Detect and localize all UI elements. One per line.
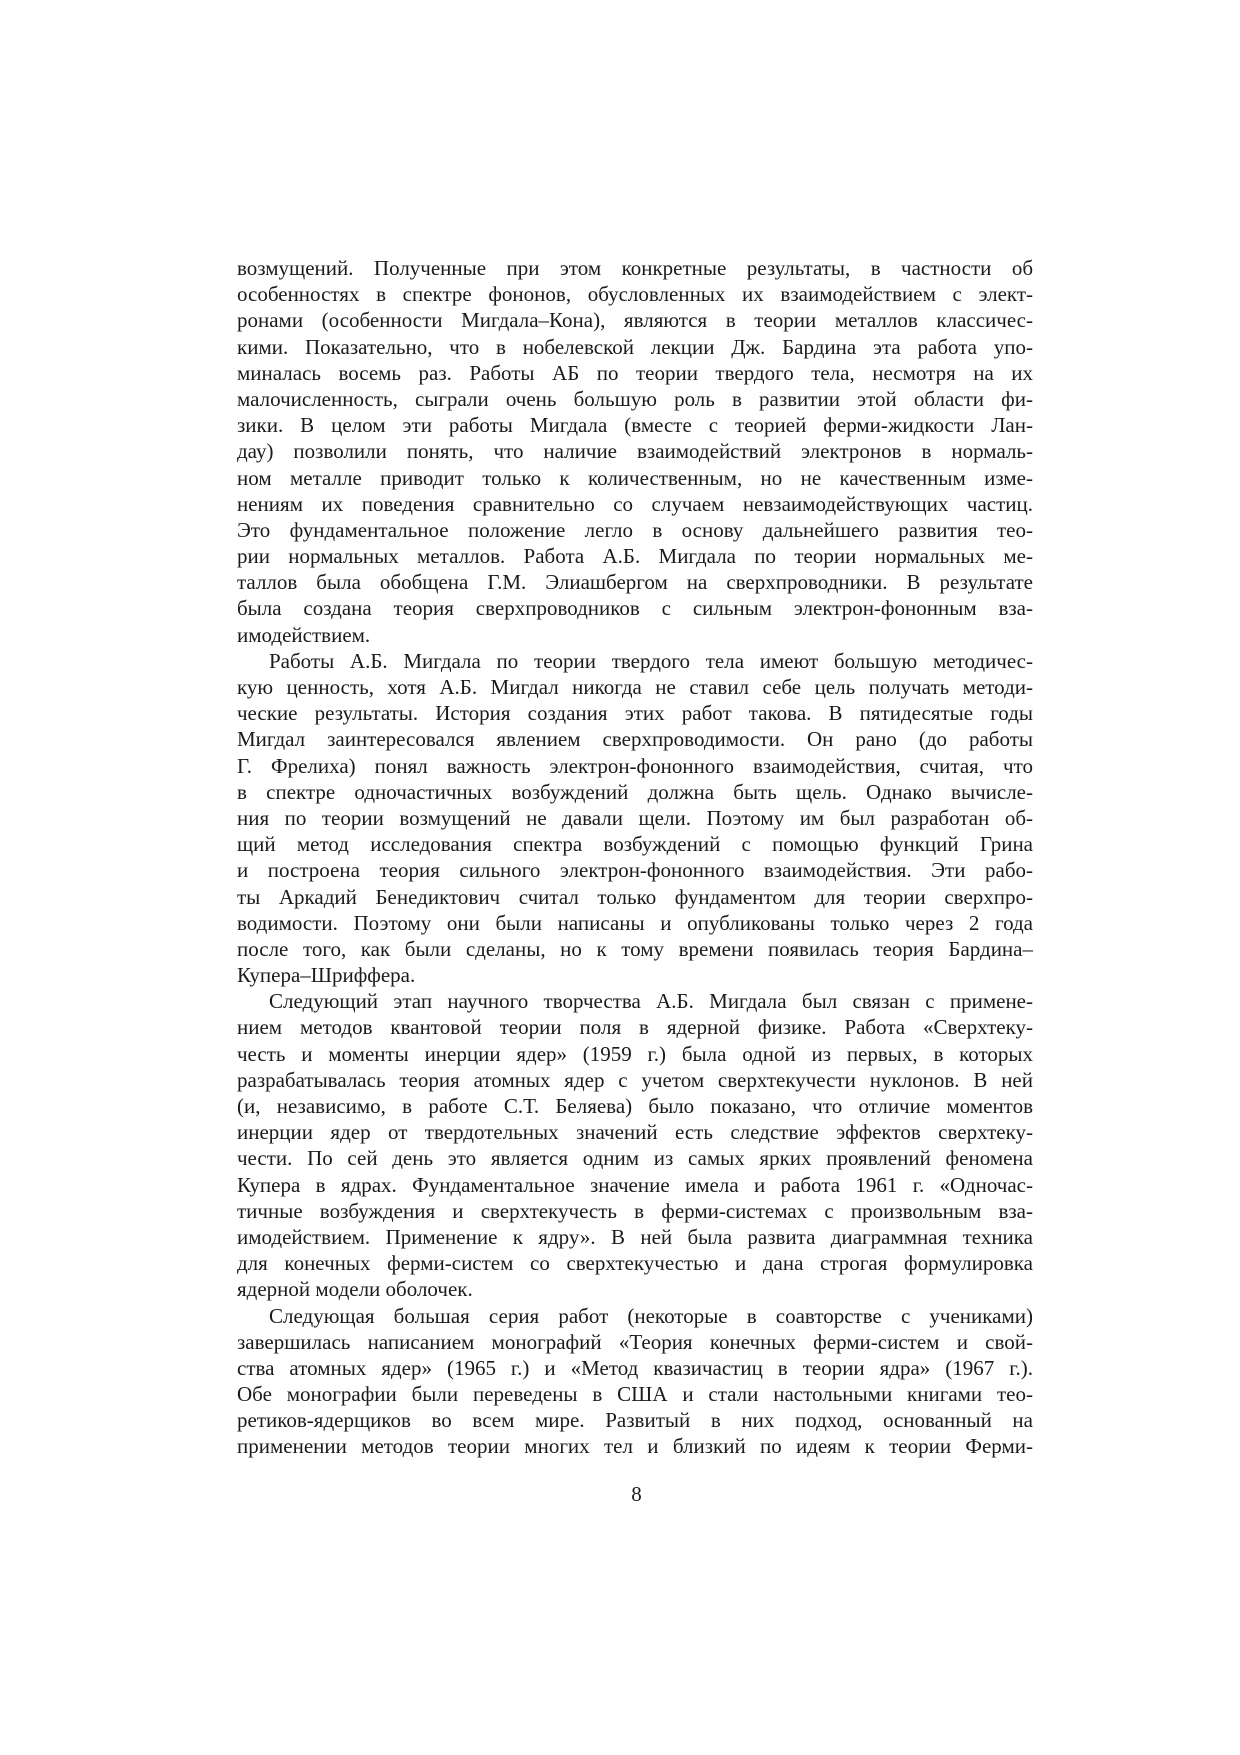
text-line: водимости. Поэтому они были написаны и опубликованы только через 2 года bbox=[237, 910, 1033, 935]
text-line: инерции ядер от твердотельных значений есть следствие эффектов сверхтеку- bbox=[237, 1120, 1033, 1145]
text-line: ном металле приводит только к количественным, но не качественным изме- bbox=[237, 465, 1033, 490]
paragraph bbox=[237, 988, 1033, 1302]
page-number: 8 bbox=[631, 1482, 642, 1506]
text-line: имодействием. Применение к ядру». В ней была развита диаграммная техника bbox=[237, 1224, 1033, 1249]
text-line: ния по теории возмущений не давали щели. Поэтому им был разработан об- bbox=[237, 805, 1033, 830]
text-line: разрабатывалась теория атомных ядер с учетом сверхтекучести нуклонов. В ней bbox=[237, 1067, 1033, 1092]
text-line: кими. Показательно, что в нобелевской лекции Дж. Бардина эта работа упо- bbox=[237, 334, 1033, 359]
text-line: нениям их поведения сравнительно со случаем невзаимодействующих частиц. bbox=[237, 491, 1033, 516]
text-line: после того, как были сделаны, но к тому времени появилась теория Бардина– bbox=[237, 936, 1033, 961]
text-line: ческие результаты. История создания этих работ такова. В пятидесятые годы bbox=[237, 701, 1033, 726]
text-line: малочисленность, сыграли очень большую роль в развитии этой области фи- bbox=[237, 386, 1033, 411]
text-line: миналась восемь раз. Работы АБ по теории твердого тела, несмотря на их bbox=[237, 360, 1033, 385]
paragraph bbox=[237, 648, 1033, 988]
text-line: Купера в ядрах. Фундаментальное значение имела и работа 1961 г. «Одночас- bbox=[237, 1172, 1033, 1197]
text-line: Г. Фрелиха) понял важность электрон-фононного взаимодействия, считая, что bbox=[237, 753, 1033, 778]
text-line: Это фундаментальное положение легло в основу дальнейшего развития тео- bbox=[237, 517, 1033, 542]
text-line: в спектре одночастичных возбуждений должна быть щель. Однако вычисле- bbox=[237, 779, 1033, 804]
text-line: ретиков-ядерщиков во всем мире. Развитый в них подход, основанный на bbox=[237, 1408, 1033, 1433]
body-text bbox=[237, 255, 1033, 1460]
text-line: кую ценность, хотя А.Б. Мигдал никогда не ставил себе цель получать методи- bbox=[237, 675, 1033, 699]
text-line: нием методов квантовой теории поля в ядерной физике. Работа «Сверхтеку- bbox=[237, 1015, 1033, 1040]
text-line: для конечных ферми-систем со сверхтекучестью и дана строгая формулировка bbox=[237, 1251, 1033, 1276]
text-line: ронами (особенности Мигдала–Кона), являются в теории металлов классичес- bbox=[237, 308, 1033, 333]
text-line: (и, независимо, в работе С.Т. Беляева) было показано, что отличие моментов bbox=[237, 1094, 1033, 1118]
text-line: возмущений. Полученные при этом конкретные результаты, в частности об bbox=[237, 256, 1033, 280]
text-line: была создана теория сверхпроводников с сильным электрон-фононным вза- bbox=[237, 596, 1033, 621]
text-line: тичные возбуждения и сверхтекучесть в ферми-системах с произвольным вза- bbox=[237, 1198, 1033, 1223]
text-line: чести. По сей день это является одним из самых ярких проявлений феномена bbox=[237, 1146, 1033, 1171]
text-line: Следующая большая серия работ (некоторые в соавторстве с учениками) bbox=[269, 1303, 1033, 1328]
text-line: щий метод исследования спектра возбуждений с помощью функций Грина bbox=[237, 832, 1033, 857]
paragraph bbox=[237, 1303, 1033, 1460]
text-line: применении методов теории многих тел и близкий по идеям к теории Ферми- bbox=[237, 1434, 1033, 1459]
text-line: ства атомных ядер» (1965 г.) и «Метод квазичастиц в теории ядра» (1967 г.). bbox=[237, 1355, 1033, 1380]
text-line: зики. В целом эти работы Мигдала (вместе с теорией ферми-жидкости Лан- bbox=[237, 413, 1033, 438]
text-line: и построена теория сильного электрон-фононного взаимодействия. Эти рабо- bbox=[237, 858, 1033, 883]
text-line: Следующий этап научного творчества А.Б. Мигдала был связан с примене- bbox=[269, 989, 1033, 1014]
text-line: имодействием. bbox=[237, 622, 371, 647]
text-line: Мигдал заинтересовался явлением сверхпроводимости. Он рано (до работы bbox=[237, 727, 1033, 752]
text-line: Обе монографии были переведены в США и стали настольными книгами тео- bbox=[237, 1382, 1033, 1407]
text-line: таллов была обобщена Г.М. Элиашбергом на сверхпроводники. В результате bbox=[237, 570, 1033, 595]
text-line: Работы А.Б. Мигдала по теории твердого тела имеют большую методичес- bbox=[269, 648, 1033, 673]
text-line: ядерной модели оболочек. bbox=[237, 1277, 473, 1302]
text-line: ты Аркадий Бенедиктович считал только фундаментом для теории сверхпро- bbox=[237, 884, 1033, 909]
text-line: особенностях в спектре фононов, обусловленных их взаимодействием с элект- bbox=[237, 282, 1033, 307]
text-line: завершилась написанием монографий «Теория конечных ферми-систем и свой- bbox=[237, 1329, 1033, 1354]
paragraph bbox=[237, 255, 1033, 648]
text-line: дау) позволили понять, что наличие взаимодействий электронов в нормаль- bbox=[237, 439, 1033, 464]
text-line: честь и моменты инерции ядер» (1959 г.) была одной из первых, в которых bbox=[237, 1041, 1033, 1066]
text-line: Купера–Шриффера. bbox=[237, 963, 416, 988]
text-line: рии нормальных металлов. Работа А.Б. Мигдала по теории нормальных ме- bbox=[237, 544, 1033, 569]
